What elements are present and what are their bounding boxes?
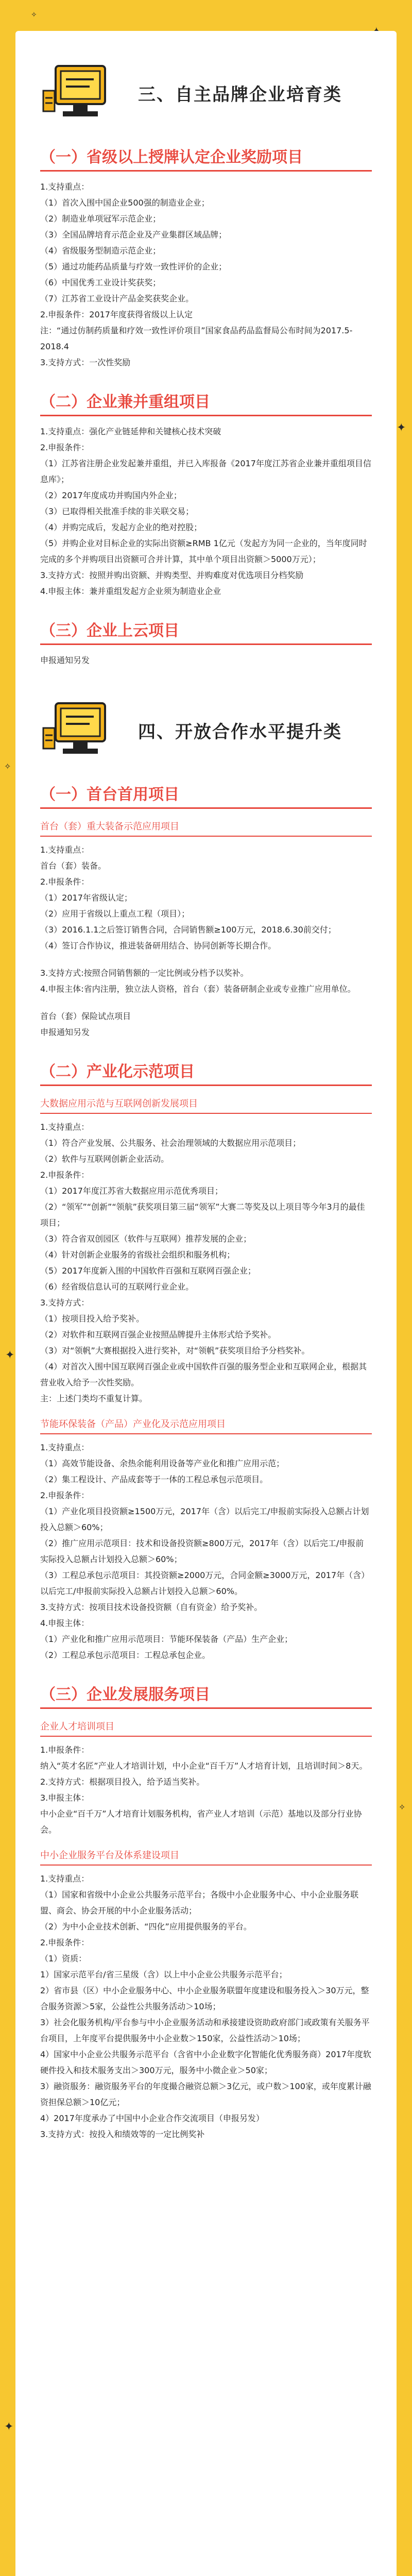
- item-heading: （一）省级以上授牌认定企业奖励项目: [40, 148, 303, 166]
- paragraph-line: 3）社会化服务机构/平台参与中小企业服务活动和承接建设资助政府部门或政策有关服务平台项目，上年度平台提供服务中小企业数＞150家，公益性活动＞10场；: [40, 2018, 370, 2043]
- paragraph-line: （4）对首次入围中国互联网百强企业或中国软件百强的服务型企业和互联网企业，根据其营业收入给予一次性奖励。: [40, 1362, 367, 1387]
- spacer: [40, 954, 372, 965]
- paragraph-line: （1）江苏省注册企业发起兼并重组，并已入库报备《2017年度江苏省企业兼并重组项目信息库》；: [40, 459, 371, 484]
- paragraph-line: （3）2016.1.1之后签订销售合同，合同销售额≥100万元，2018.6.30前交付；: [40, 925, 336, 935]
- heading-underline: [40, 170, 372, 172]
- item-heading: （一）首台首用项目: [40, 786, 179, 804]
- paragraph-line: 申报通知另发: [40, 1027, 90, 1037]
- subsection-heading: 节能环保装备（产品）产业化及示范应用项目: [40, 1419, 226, 1430]
- paragraph-line: 主：上述门类均不重复计算。: [40, 1394, 148, 1403]
- subsection-underline: [40, 1433, 372, 1434]
- paragraph-line: （3）已取得相关批准手续的非关联交易；: [40, 506, 194, 516]
- paragraph-line: 1.支持重点：: [40, 1443, 90, 1452]
- paragraph-line: 2.支持方式：根据项目投入，给予适当奖补。: [40, 1777, 205, 1787]
- paragraph-line: 1）国家示范平台/省三星级（含）以上中小企业公共服务示范平台；: [40, 1970, 287, 1979]
- paragraph-line: （1）资质：: [40, 1954, 87, 1963]
- paragraph-block: [40, 423, 372, 599]
- section-title: 四、开放合作水平提升类: [138, 721, 342, 742]
- paragraph-line: 2）省市县（区）中小企业服务中心、中小企业服务联盟年度建设和服务投入＞30万元，整合服务资源＞5家，公益性公共服务活动＞10场；: [40, 1986, 369, 2011]
- item-heading: （二）企业兼并重组项目: [40, 393, 210, 411]
- star-icon: ✦: [5, 1349, 15, 1362]
- paragraph-line: 中小企业“百千万”人才培育计划服务机构，省产业人才培训（示范）基地以及部分行业协会。: [40, 1809, 362, 1835]
- computer-monitor-icon: [40, 62, 107, 124]
- subsection-underline: [40, 1113, 372, 1114]
- paragraph-line: 4.申报主体:省内注册，独立法人资格，首台（套）装备研制企业或专业推广应用单位。: [40, 984, 356, 994]
- heading-underline: [40, 1707, 372, 1709]
- paragraph-line: 2.申报条件：: [40, 1490, 90, 1500]
- subsection-underline: [40, 836, 372, 837]
- item-heading: （三）企业上云项目: [40, 622, 179, 640]
- paragraph-line: （3）符合省双创园区（软件与互联网）推荐发展的企业；: [40, 1234, 252, 1244]
- subsection-heading: 中小企业服务平台及体系建设项目: [40, 1850, 179, 1861]
- star-icon: ✦: [4, 2420, 14, 2433]
- paragraph-block: [40, 842, 372, 1040]
- paragraph-line: （2）推广应用示范项目：技术和设备投资额≥800万元，2017年（含）以后完工/申报前实际投入总额占计划投入总额＞60%；: [40, 1538, 364, 1564]
- paragraph-line: （1）国家和省级中小企业公共服务示范平台；各级中小企业服务中心、中小企业服务联盟、商会、协会开展的中小企业服务活动；: [40, 1890, 359, 1916]
- subsection-heading: 大数据应用示范与互联网创新发展项目: [40, 1098, 198, 1109]
- paragraph-line: （2）2017年度成功并购国内外企业；: [40, 490, 182, 500]
- content-card: [15, 31, 397, 2576]
- paragraph-line: 2.申报条件：: [40, 1938, 90, 1947]
- paragraph-line: （4）并购完成后，发起方企业的绝对控股；: [40, 522, 202, 532]
- paragraph-line: 注：“通过仿制药质量和疗效一致性评价项目”国家食品药品监督局公布时间为2017.5-2018.4: [40, 326, 353, 351]
- paragraph-line: （2）软件与互联网创新企业活动。: [40, 1154, 169, 1164]
- section-header: [40, 699, 372, 761]
- paragraph-line: 纳入“英才名匠”产业人才培训计划，中小企业“百千万”人才培育计划，且培训时间＞8天。: [40, 1761, 368, 1771]
- paragraph-line: （2）集工程设计、产品成套等于一体的工程总承包示范项目。: [40, 1475, 268, 1484]
- heading-underline: [40, 1084, 372, 1086]
- paragraph-line: （2）“领军”“创新”“领航”获奖项目第三届“领军”大赛二等奖及以上项目等今年3月的最佳项目；: [40, 1202, 365, 1228]
- item-heading: （三）企业发展服务项目: [40, 1686, 210, 1704]
- subsection-underline: [40, 1736, 372, 1737]
- paragraph-line: （6）经省级信息认可的互联网行业企业。: [40, 1282, 194, 1292]
- paragraph-line: 3.支持方式：按投入和绩效等的一定比例奖补: [40, 2129, 205, 2139]
- paragraph-block: [40, 652, 372, 668]
- paragraph-line: （5）并购企业对目标企业的实际出资额≥RMB 1亿元（发起方为同一企业的，当年度同时完成的多个并购项目出资额可合并计算，其中单个项目出资额＞5000万元）；: [40, 538, 367, 564]
- sparkle-icon: ✧: [399, 1802, 406, 1812]
- paragraph-line: 首台（套）保险试点项目: [40, 1011, 131, 1021]
- star-icon: ✦: [397, 421, 406, 434]
- paragraph-line: （3）工程总承包示范项目：其投资额≥2000万元，合同金额≥3000万元，2017年（含）以后完工/申报前实际投入总额占计划投入总额＞60%。: [40, 1570, 370, 1596]
- paragraph-line: （1）产业化项目投资额≥1500万元，2017年（含）以后完工/申报前实际投入总额占计划投入总额＞60%；: [40, 1506, 369, 1532]
- paragraph-line: 申报通知另发: [40, 655, 90, 665]
- paragraph-line: （1）2017年省级认定；: [40, 893, 132, 903]
- paragraph-line: （2）应用于省级以上重点工程（项目）；: [40, 909, 190, 919]
- paragraph-line: 3.支持方式：: [40, 1298, 90, 1308]
- paragraph-line: （1）产业化和推广应用示范项目：节能环保装备（产品）生产企业；: [40, 1634, 293, 1644]
- spacer: [40, 997, 372, 1008]
- section-title: 三、自主品牌企业培育类: [138, 84, 342, 105]
- paragraph-line: 4）2017年度承办了中国中小企业合作交流项目（申报另发）: [40, 2113, 264, 2123]
- paragraph-line: （3）对“领帆”大赛根据投入进行奖补，对“领帆”获奖项目给予分档奖补。: [40, 1346, 310, 1355]
- paragraph-line: （2）为中小企业技术创新、“四化”应用提供服务的平台。: [40, 1922, 252, 1931]
- paragraph-line: （5）2017年度新入围的中国软件百强和互联网百强企业；: [40, 1266, 256, 1276]
- paragraph-block: [40, 1871, 372, 2142]
- paragraph-line: （5）通过功能药品质量与疗效一致性评价的企业；: [40, 262, 227, 272]
- paragraph-line: 4）国家中小企业公共服务示范平台（含省中小企业数字化智能化优秀服务商）2017年度软硬件投入和技术服务支出＞300万元，服务中小微企业＞50家；: [40, 2049, 371, 2075]
- paragraph-line: 3.申报主体：: [40, 1793, 90, 1803]
- paragraph-line: （2）工程总承包示范项目：工程总承包企业。: [40, 1650, 211, 1660]
- paragraph-line: （3）全国品牌培育示范企业及产业集群区域品牌；: [40, 230, 227, 240]
- paragraph-line: 2.申报条件：2017年度获得省级以上认定: [40, 310, 193, 319]
- paragraph-line: （4）针对创新企业服务的省级社会组织和服务机构；: [40, 1250, 235, 1260]
- paragraph-line: （2）对软件和互联网百强企业按照品牌提升主体形式给予奖补。: [40, 1330, 277, 1340]
- paragraph-line: 2.申报条件：: [40, 1170, 90, 1180]
- heading-underline: [40, 643, 372, 645]
- heading-underline: [40, 415, 372, 416]
- sparkle-icon: ✧: [4, 761, 11, 771]
- paragraph-line: 3.支持方式:按照合同销售额的一定比例或分档予以奖补。: [40, 968, 249, 978]
- heading-underline: [40, 807, 372, 809]
- paragraph-block: [40, 1119, 372, 1406]
- paragraph-line: 4.申报主体：兼并重组发起方企业须为制造业企业: [40, 586, 221, 596]
- paragraph-line: （6）中国优秀工业设计奖获奖；: [40, 278, 161, 287]
- sparkle-icon: ✧: [31, 11, 37, 19]
- paragraph-line: （1）符合产业发展、公共服务、社会治理领域的大数据应用示范项目；: [40, 1138, 301, 1148]
- paragraph-line: 1.支持重点：: [40, 182, 90, 192]
- paragraph-line: 1.申报条件：: [40, 1745, 90, 1755]
- paragraph-line: 1.支持重点：强化产业链延伸和关键核心技术突破: [40, 427, 221, 436]
- paragraph-line: （2）制造业单项冠军示范企业；: [40, 214, 161, 224]
- paragraph-line: （7）江苏省工业设计产品金奖获奖企业。: [40, 294, 194, 303]
- paragraph-line: （1）首次入围中国企业500强的制造业企业；: [40, 198, 210, 208]
- paragraph-line: 1.支持重点：: [40, 1122, 90, 1132]
- paragraph-line: （1）2017年度江苏省大数据应用示范优秀项目；: [40, 1186, 223, 1196]
- paragraph-block: [40, 1439, 372, 1663]
- paragraph-line: 1.支持重点：: [40, 1874, 90, 1884]
- subsection-heading: 企业人才培训项目: [40, 1721, 114, 1732]
- paragraph-line: 3.支持方式：按项目技术设备投资额（自有资金）给予奖补。: [40, 1602, 263, 1612]
- paragraph-line: 3.支持方式：按照并购出资额、并购类型、并购难度对优选项目分档奖励: [40, 570, 304, 580]
- paragraph-line: 4.申报主体：: [40, 1618, 90, 1628]
- paragraph-line: （4）签订合作协议，推进装备研用结合、协同创新等长期合作。: [40, 941, 277, 951]
- paragraph-line: （1）高效节能设备、余热余能利用设备等产业化和推广应用示范；: [40, 1459, 285, 1468]
- subsection-heading: 首台（套）重大装备示范应用项目: [40, 821, 179, 832]
- subsection-underline: [40, 1865, 372, 1866]
- paragraph-line: 1.支持重点：: [40, 845, 90, 855]
- paragraph-line: （1）按项目投入给予奖补。: [40, 1314, 145, 1324]
- computer-monitor-icon: [40, 699, 107, 761]
- paragraph-line: 2.申报条件：: [40, 877, 90, 887]
- item-heading: （二）产业化示范项目: [40, 1063, 195, 1081]
- paragraph-line: 3.支持方式：一次性奖励: [40, 358, 131, 367]
- paragraph-block: [40, 1742, 372, 1838]
- paragraph-line: （4）省级服务型制造示范企业；: [40, 246, 161, 256]
- section-header: [40, 62, 372, 124]
- paragraph-block: [40, 179, 372, 370]
- paragraph-line: 3）融资服务：融资服务平台的年度撮合融资总额＞3亿元，或户数＞100家，或年度累计融资担保总额＞10亿元；: [40, 2081, 371, 2107]
- paragraph-line: 2.申报条件：: [40, 443, 90, 452]
- paragraph-line: 首台（套）装备。: [40, 861, 107, 871]
